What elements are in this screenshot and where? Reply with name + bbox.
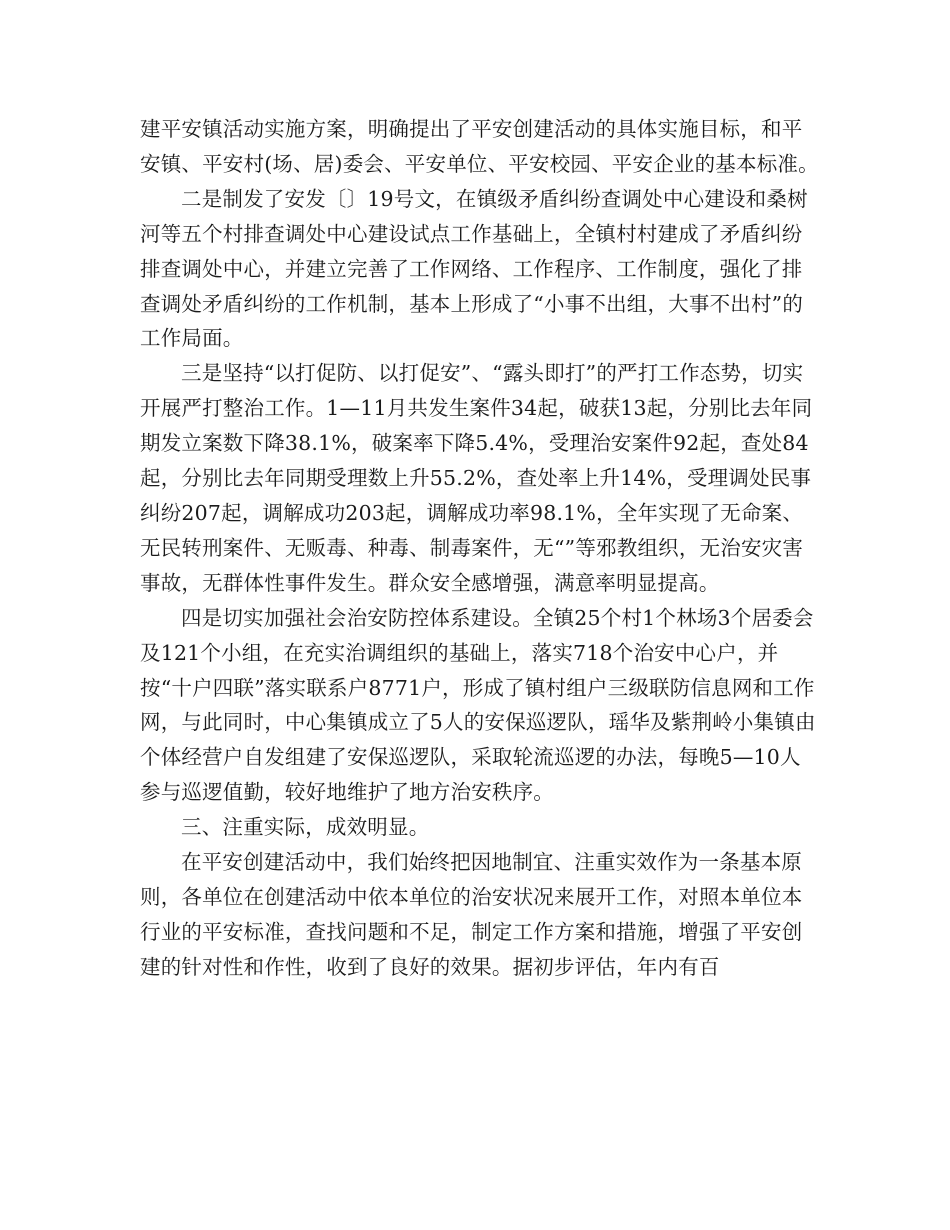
paragraph-4: 四是切实加强社会治安防控体系建设。全镇25个村1个林场3个居委会及121个小组，在充实治调组织的基础上，落实718个治安中心户，并按“十户四联”落实联系户8771户，形成了镇村组户三级联防信息网和工作网，与此同时，中心集镇成立了5人的安保巡逻队，瑶华及紫荆岭小集镇由个体经营户自发组建了安保巡逻队，采取轮流巡逻的办法，每晚5—10人参与巡逻值勤，较好地维护了地方治安秩序。 [140,605,816,805]
paragraph-2: 二是制发了安发〔〕19号文，在镇级矛盾纠纷查调处中心建设和桑树河等五个村排查调处中心建设试点工作基础上，全镇村村建成了矛盾纠纷排查调处中心，并建立完善了工作网络、工作程序、工作制度，强化了排查调处矛盾纠纷的工作机制，基本上形成了“小事不出组，大事不出村”的工作局面。 [140,186,808,351]
paragraph-5: 在平安创建活动中，我们始终把因地制宜、注重实效作为一条基本原则，各单位在创建活动中依本单位的治安状况来展开工作，对照本单位本行业的平安标准，查找问题和不足，制定工作方案和措施，增强了平安创建的针对性和作性，收到了良好的效果。据初步评估，年内有百 [140,850,803,979]
section-heading: 三、注重实际，成效明显。 [181,815,430,840]
paragraph-3: 三是坚持“以打促防、以打促安”、“露头即打”的严打工作态势，切实开展严打整治工作。1—11月共发生案件34起，破获13起，分别比去年同期发立案数下降38.1%，破案率下降5.4%，受理治安案件92起，查处84起，分别比去年同期受理数上升55.2%，查处率上升14%，受理调处民事纠纷207起，调解成功203起，调解成功率98.1%，全年实现了无命案、无民转刑案件、无贩毒、种毒、制毒案件，无“”等邪教组织，无治安灾害事故，无群体性事件发生。群众安全感增强，满意率明显提高。 [140,361,813,595]
document-body [140,112,820,985]
paragraph-1: 建平安镇活动实施方案，明确提出了平安创建活动的具体实施目标，和平安镇、平安村(场、居)委会、平安单位、平安校园、平安企业的基本标准。 [140,117,819,176]
